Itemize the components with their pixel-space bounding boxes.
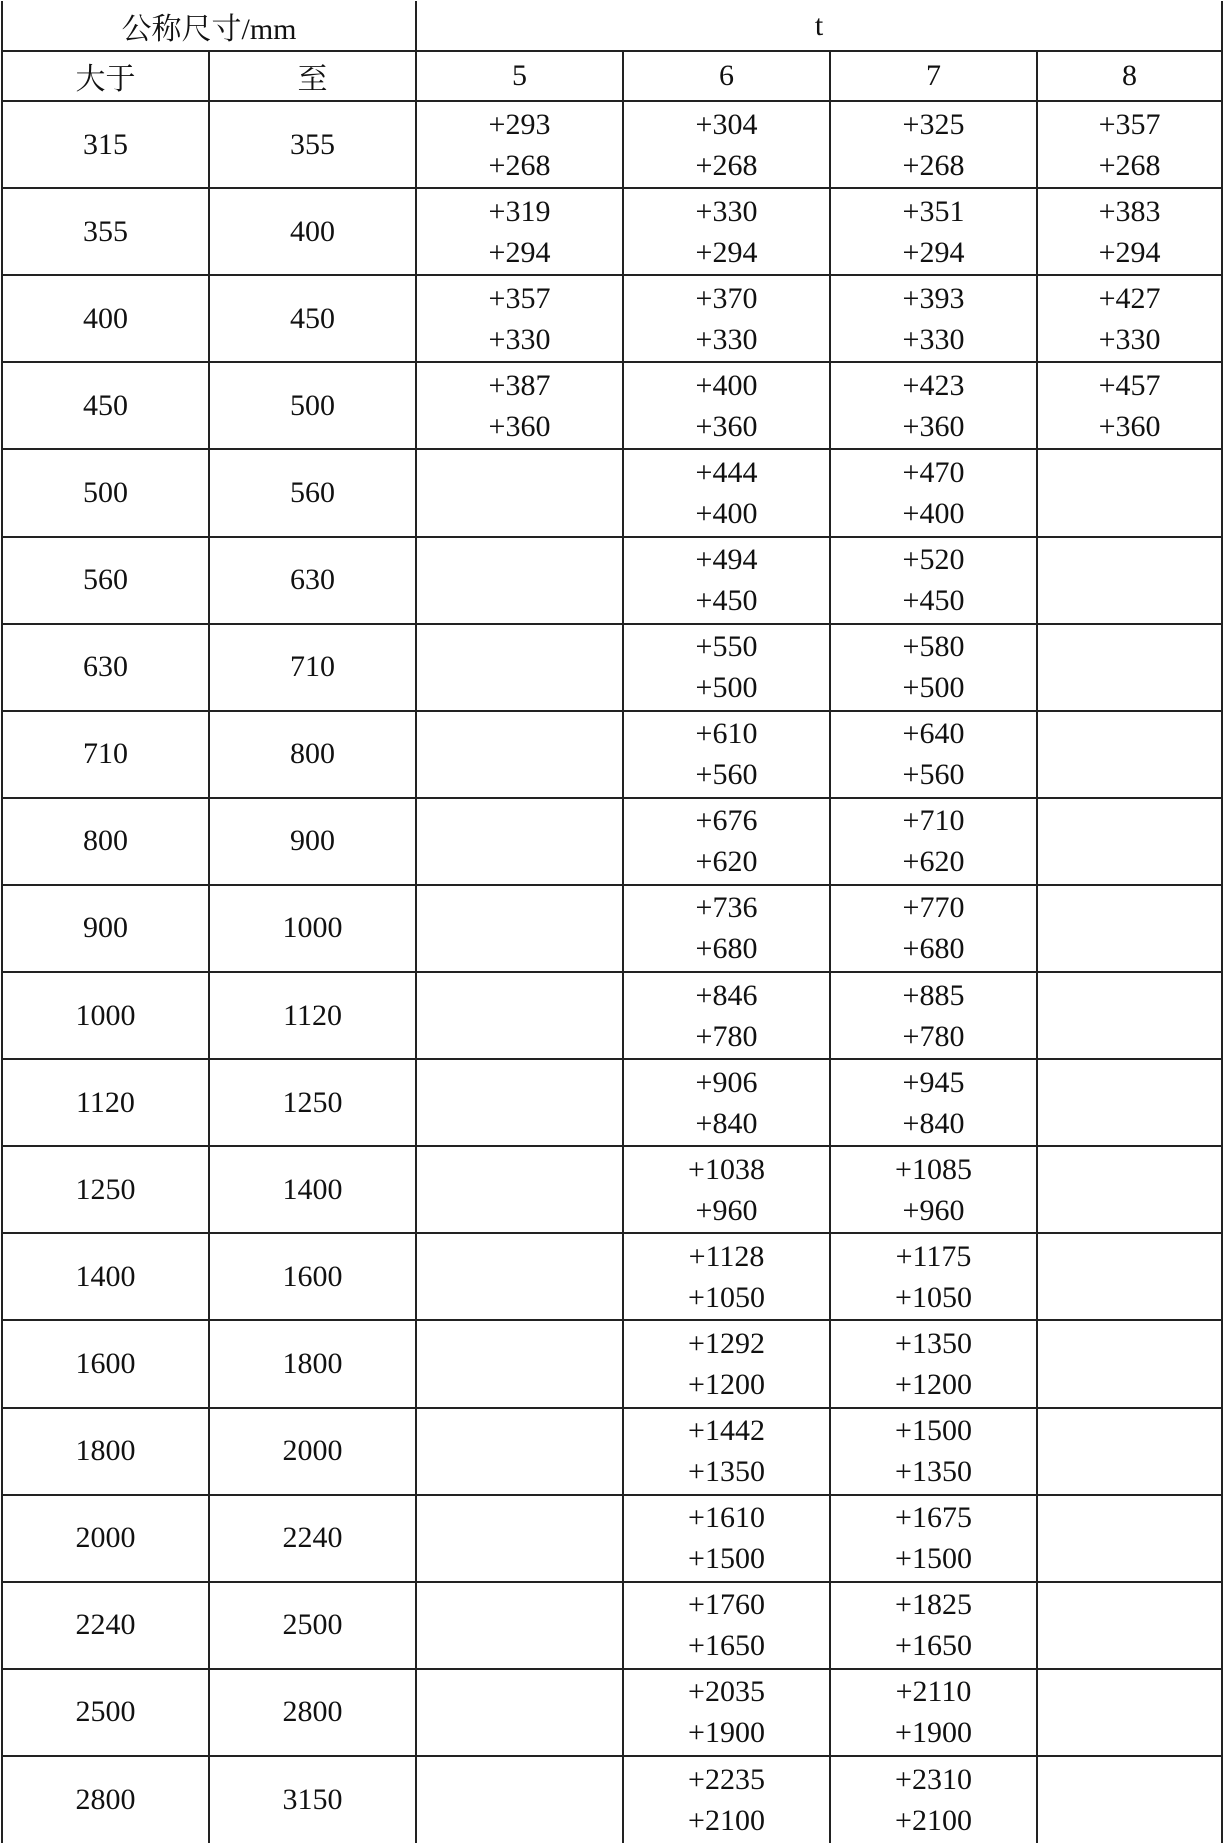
header-row-2	[2, 51, 1222, 101]
size-over-cell: 355	[2, 188, 209, 275]
table-row	[2, 1408, 1222, 1495]
deviation-cell-8	[1037, 1233, 1222, 1320]
deviation-cell-8	[1037, 1669, 1222, 1756]
deviation-cell-5	[416, 711, 623, 798]
size-to-cell: 500	[209, 362, 416, 449]
deviation-cell-8	[1037, 188, 1222, 275]
deviation-cell-5	[416, 1059, 623, 1146]
size-to-cell: 1120	[209, 972, 416, 1059]
lower-deviation: +360	[695, 409, 758, 443]
table-row	[2, 537, 1222, 624]
deviation-cell-5	[416, 1495, 623, 1582]
deviation-cell-5	[416, 101, 623, 188]
deviation-cell-8	[1037, 1756, 1222, 1843]
upper-deviation: +1442	[688, 1414, 765, 1448]
size-to-cell: 2000	[209, 1408, 416, 1495]
upper-deviation: +2310	[895, 1762, 972, 1796]
size-to-cell: 900	[209, 798, 416, 885]
lower-deviation: +1200	[688, 1367, 765, 1401]
upper-deviation: +846	[695, 978, 758, 1012]
size-over-cell: 1250	[2, 1146, 209, 1233]
deviation-cell-5	[416, 1408, 623, 1495]
lower-deviation: +268	[695, 148, 758, 182]
deviation-cell-7	[830, 449, 1037, 536]
upper-deviation: +357	[488, 281, 551, 315]
size-over-cell: 2240	[2, 1582, 209, 1669]
deviation-cell-8	[1037, 1320, 1222, 1407]
lower-deviation: +1350	[688, 1455, 765, 1489]
upper-deviation: +1500	[895, 1414, 972, 1448]
lower-deviation: +1500	[688, 1542, 765, 1576]
upper-deviation: +2035	[688, 1675, 765, 1709]
lower-deviation: +330	[488, 322, 551, 356]
upper-deviation: +710	[902, 804, 965, 838]
deviation-cell-8	[1037, 449, 1222, 536]
lower-deviation: +840	[902, 1106, 965, 1140]
deviation-cell-8	[1037, 1582, 1222, 1669]
lower-deviation: +620	[902, 845, 965, 879]
header-row-1	[2, 1, 1222, 51]
lower-deviation: +560	[695, 758, 758, 792]
upper-deviation: +2110	[895, 1675, 972, 1709]
upper-deviation: +293	[488, 107, 551, 141]
deviation-cell-8	[1037, 711, 1222, 798]
size-to-cell: 1000	[209, 885, 416, 972]
size-to-cell: 2240	[209, 1495, 416, 1582]
lower-deviation: +360	[1098, 409, 1161, 443]
table-row	[2, 624, 1222, 711]
size-over-cell: 1120	[2, 1059, 209, 1146]
lower-deviation: +620	[695, 845, 758, 879]
deviation-cell-7	[830, 1320, 1037, 1407]
deviation-cell-6	[623, 1756, 830, 1843]
table-row	[2, 972, 1222, 1059]
deviation-cell-7	[830, 972, 1037, 1059]
deviation-cell-8	[1037, 1495, 1222, 1582]
tolerance-zone-header	[416, 1, 1222, 51]
upper-deviation: +640	[902, 717, 965, 751]
upper-deviation: +444	[695, 456, 758, 490]
lower-deviation: +560	[902, 758, 965, 792]
upper-deviation: +330	[695, 194, 758, 228]
size-over-cell: 500	[2, 449, 209, 536]
deviation-cell-6	[623, 188, 830, 275]
deviation-cell-6	[623, 1495, 830, 1582]
lower-deviation: +2100	[688, 1803, 765, 1837]
deviation-cell-6	[623, 1582, 830, 1669]
table-row	[2, 1582, 1222, 1669]
deviation-cell-7	[830, 1495, 1037, 1582]
lower-deviation: +1650	[895, 1629, 972, 1663]
grade-8-header: 8	[1037, 51, 1222, 101]
lower-deviation: +1500	[895, 1542, 972, 1576]
lower-deviation: +400	[695, 497, 758, 531]
table-row	[2, 1320, 1222, 1407]
deviation-cell-6	[623, 885, 830, 972]
upper-deviation: +1610	[688, 1501, 765, 1535]
upper-deviation: +387	[488, 368, 551, 402]
deviation-cell-7	[830, 798, 1037, 885]
deviation-cell-8	[1037, 362, 1222, 449]
size-to-cell: 2500	[209, 1582, 416, 1669]
deviation-cell-5	[416, 1582, 623, 1669]
size-to-cell: 450	[209, 275, 416, 362]
upper-deviation: +1038	[688, 1152, 765, 1186]
table-row	[2, 362, 1222, 449]
lower-deviation: +268	[902, 148, 965, 182]
nominal-size-header-text: 公称尺寸/mm	[121, 12, 297, 46]
deviation-cell-5	[416, 1146, 623, 1233]
lower-deviation: +960	[902, 1193, 965, 1227]
deviation-cell-6	[623, 1320, 830, 1407]
deviation-cell-5	[416, 1756, 623, 1843]
upper-deviation: +393	[902, 281, 965, 315]
table-row	[2, 885, 1222, 972]
size-over-cell: 560	[2, 537, 209, 624]
table-row	[2, 275, 1222, 362]
size-to-cell: 400	[209, 188, 416, 275]
deviation-cell-7	[830, 362, 1037, 449]
upper-deviation: +520	[902, 543, 965, 577]
size-over-cell: 1400	[2, 1233, 209, 1320]
lower-deviation: +1200	[895, 1367, 972, 1401]
upper-deviation: +580	[902, 630, 965, 664]
nominal-size-header	[2, 1, 416, 51]
size-over-cell: 2800	[2, 1756, 209, 1843]
deviation-cell-8	[1037, 1408, 1222, 1495]
deviation-cell-7	[830, 1408, 1037, 1495]
size-over-cell: 630	[2, 624, 209, 711]
deviation-cell-6	[623, 1408, 830, 1495]
size-over-cell: 800	[2, 798, 209, 885]
upper-deviation: +1175	[895, 1239, 972, 1273]
lower-deviation: +360	[902, 409, 965, 443]
deviation-cell-5	[416, 885, 623, 972]
upper-deviation: +423	[902, 368, 965, 402]
lower-deviation: +1350	[895, 1455, 972, 1489]
tolerance-table-body	[2, 1, 1222, 1843]
deviation-cell-7	[830, 624, 1037, 711]
size-to-cell: 2800	[209, 1669, 416, 1756]
lower-deviation: +330	[1098, 322, 1161, 356]
table-row	[2, 1756, 1222, 1843]
size-over-cell: 400	[2, 275, 209, 362]
upper-deviation: +906	[695, 1065, 758, 1099]
upper-deviation: +400	[695, 368, 758, 402]
deviation-cell-5	[416, 1320, 623, 1407]
deviation-cell-7	[830, 275, 1037, 362]
lower-deviation: +400	[902, 497, 965, 531]
lower-deviation: +450	[902, 584, 965, 618]
deviation-cell-8	[1037, 1146, 1222, 1233]
deviation-cell-5	[416, 537, 623, 624]
upper-deviation: +457	[1098, 368, 1161, 402]
deviation-cell-6	[623, 624, 830, 711]
table-row	[2, 1146, 1222, 1233]
lower-deviation: +268	[488, 148, 551, 182]
lower-deviation: +2100	[895, 1803, 972, 1837]
to-header: 至	[209, 51, 416, 101]
lower-deviation: +1900	[688, 1716, 765, 1750]
lower-deviation: +1900	[895, 1716, 972, 1750]
size-to-cell: 3150	[209, 1756, 416, 1843]
deviation-cell-7	[830, 711, 1037, 798]
grade-6-header: 6	[623, 51, 830, 101]
size-over-cell: 710	[2, 711, 209, 798]
upper-deviation: +885	[902, 978, 965, 1012]
over-header: 大于	[2, 51, 209, 101]
size-to-cell: 355	[209, 101, 416, 188]
upper-deviation: +2235	[688, 1762, 765, 1796]
table-row	[2, 449, 1222, 536]
size-over-cell: 1000	[2, 972, 209, 1059]
table-row	[2, 798, 1222, 885]
upper-deviation: +1350	[895, 1326, 972, 1360]
upper-deviation: +610	[695, 717, 758, 751]
upper-deviation: +1085	[895, 1152, 972, 1186]
table-row	[2, 1233, 1222, 1320]
deviation-cell-6	[623, 537, 830, 624]
deviation-cell-8	[1037, 275, 1222, 362]
lower-deviation: +294	[902, 235, 965, 269]
lower-deviation: +294	[1098, 235, 1161, 269]
upper-deviation: +325	[902, 107, 965, 141]
deviation-cell-6	[623, 798, 830, 885]
lower-deviation: +840	[695, 1106, 758, 1140]
lower-deviation: +268	[1098, 148, 1161, 182]
deviation-cell-7	[830, 885, 1037, 972]
deviation-cell-8	[1037, 101, 1222, 188]
table-row	[2, 1495, 1222, 1582]
table-row	[2, 188, 1222, 275]
deviation-cell-8	[1037, 972, 1222, 1059]
deviation-cell-7	[830, 1756, 1037, 1843]
size-over-cell: 315	[2, 101, 209, 188]
size-to-cell: 800	[209, 711, 416, 798]
size-to-cell: 630	[209, 537, 416, 624]
deviation-cell-6	[623, 275, 830, 362]
size-to-cell: 710	[209, 624, 416, 711]
upper-deviation: +676	[695, 804, 758, 838]
deviation-cell-7	[830, 1669, 1037, 1756]
lower-deviation: +294	[488, 235, 551, 269]
deviation-cell-6	[623, 1059, 830, 1146]
deviation-cell-6	[623, 1146, 830, 1233]
upper-deviation: +736	[695, 891, 758, 925]
lower-deviation: +330	[902, 322, 965, 356]
lower-deviation: +780	[902, 1019, 965, 1053]
deviation-cell-5	[416, 188, 623, 275]
deviation-cell-7	[830, 1233, 1037, 1320]
size-to-cell: 1400	[209, 1146, 416, 1233]
lower-deviation: +330	[695, 322, 758, 356]
upper-deviation: +357	[1098, 107, 1161, 141]
size-to-cell: 1800	[209, 1320, 416, 1407]
deviation-cell-6	[623, 1233, 830, 1320]
lower-deviation: +500	[695, 671, 758, 705]
grade-7-header: 7	[830, 51, 1037, 101]
deviation-cell-7	[830, 101, 1037, 188]
deviation-cell-7	[830, 1146, 1037, 1233]
upper-deviation: +383	[1098, 194, 1161, 228]
upper-deviation: +351	[902, 194, 965, 228]
deviation-cell-6	[623, 449, 830, 536]
upper-deviation: +1675	[895, 1501, 972, 1535]
deviation-cell-6	[623, 101, 830, 188]
lower-deviation: +360	[488, 409, 551, 443]
deviation-cell-8	[1037, 624, 1222, 711]
deviation-cell-8	[1037, 537, 1222, 624]
size-over-cell: 1600	[2, 1320, 209, 1407]
upper-deviation: +1292	[688, 1326, 765, 1360]
upper-deviation: +370	[695, 281, 758, 315]
lower-deviation: +500	[902, 671, 965, 705]
deviation-cell-5	[416, 275, 623, 362]
upper-deviation: +550	[695, 630, 758, 664]
deviation-cell-6	[623, 711, 830, 798]
deviation-cell-5	[416, 798, 623, 885]
upper-deviation: +319	[488, 194, 551, 228]
lower-deviation: +680	[695, 932, 758, 966]
deviation-cell-5	[416, 449, 623, 536]
table-row	[2, 101, 1222, 188]
deviation-cell-5	[416, 972, 623, 1059]
lower-deviation: +680	[902, 932, 965, 966]
size-over-cell: 2000	[2, 1495, 209, 1582]
deviation-cell-8	[1037, 1059, 1222, 1146]
deviation-cell-7	[830, 188, 1037, 275]
deviation-cell-5	[416, 362, 623, 449]
tolerance-table	[1, 1, 1223, 1843]
upper-deviation: +1825	[895, 1588, 972, 1622]
table-row	[2, 711, 1222, 798]
tolerance-zone-header-text: t	[814, 8, 824, 42]
table-row	[2, 1669, 1222, 1756]
grade-5-header: 5	[416, 51, 623, 101]
upper-deviation: +1760	[688, 1588, 765, 1622]
size-to-cell: 1600	[209, 1233, 416, 1320]
table-row	[2, 1059, 1222, 1146]
upper-deviation: +304	[695, 107, 758, 141]
deviation-cell-7	[830, 1059, 1037, 1146]
deviation-cell-5	[416, 1669, 623, 1756]
upper-deviation: +945	[902, 1065, 965, 1099]
deviation-cell-6	[623, 972, 830, 1059]
deviation-cell-7	[830, 1582, 1037, 1669]
lower-deviation: +960	[695, 1193, 758, 1227]
upper-deviation: +470	[902, 456, 965, 490]
deviation-cell-5	[416, 1233, 623, 1320]
size-over-cell: 450	[2, 362, 209, 449]
upper-deviation: +494	[695, 543, 758, 577]
deviation-cell-6	[623, 1669, 830, 1756]
size-to-cell: 560	[209, 449, 416, 536]
upper-deviation: +1128	[688, 1239, 765, 1273]
deviation-cell-8	[1037, 885, 1222, 972]
deviation-cell-8	[1037, 798, 1222, 885]
lower-deviation: +1050	[688, 1280, 765, 1314]
size-to-cell: 1250	[209, 1059, 416, 1146]
lower-deviation: +1050	[895, 1280, 972, 1314]
size-over-cell: 900	[2, 885, 209, 972]
upper-deviation: +427	[1098, 281, 1161, 315]
lower-deviation: +450	[695, 584, 758, 618]
upper-deviation: +770	[902, 891, 965, 925]
deviation-cell-5	[416, 624, 623, 711]
lower-deviation: +294	[695, 235, 758, 269]
deviation-cell-6	[623, 362, 830, 449]
lower-deviation: +1650	[688, 1629, 765, 1663]
deviation-cell-7	[830, 537, 1037, 624]
size-over-cell: 2500	[2, 1669, 209, 1756]
size-over-cell: 1800	[2, 1408, 209, 1495]
lower-deviation: +780	[695, 1019, 758, 1053]
